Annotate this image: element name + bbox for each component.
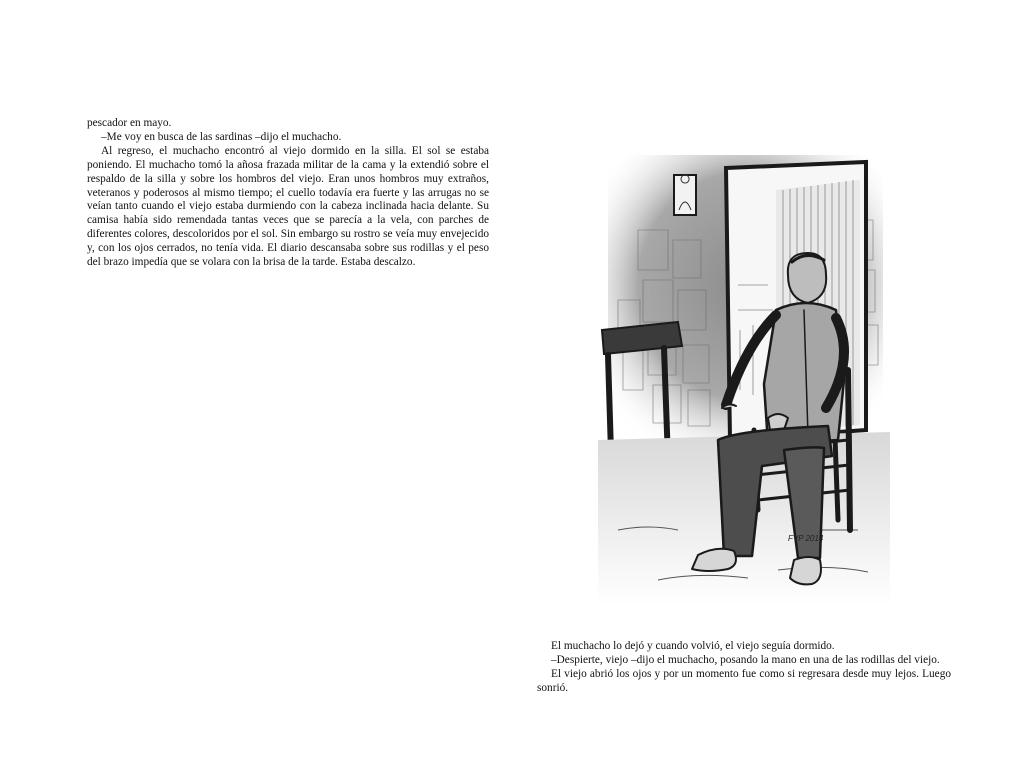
right-page-text: [537, 640, 951, 696]
illustration-drawing: [598, 150, 890, 605]
wall-picture-frame: [674, 175, 696, 215]
artist-signature: FVP 2014: [788, 534, 824, 543]
left-page-text: [87, 117, 489, 270]
old-man-sleeping-illustration: [598, 150, 890, 605]
paragraph: pescador en mayo.: [87, 117, 172, 129]
paragraph: El viejo abrió los ojos y por un momento fue como si regresara desde muy lejos. Luego sonrió.: [537, 667, 951, 694]
paragraph: Al regreso, el muchacho encontró al viejo dormido en la silla. El sol se estaba poniendo. El muchacho tomó la añosa frazada militar de la cama y la extendió sobre el respaldo de la silla y sobre los hombros del viejo. Eran unos hombros muy extraños, veteranos y poderosos al mismo tiempo; el cuello todavía era fuerte y las arrugas no se veían tanto cuando el viejo estaba durmiendo con la cabeza inclinada hacia delante. Su camisa había sido remendada tantas veces que se parecía a la vela, con parches de diferentes colores, descoloridos por el sol. Sin embargo su rostro se veía muy envejecido y, con los ojos cerrados, no tenía vida. El diario descansaba sobre sus rodillas y el peso del brazo impedía que se volara con la brisa de la tarde. Estaba descalzo.: [87, 144, 489, 269]
paragraph: –Despierte, viejo –dijo el muchacho, posando la mano en una de las rodillas del viejo.: [551, 653, 940, 666]
paragraph: –Me voy en busca de las sardinas –dijo el muchacho.: [101, 130, 342, 143]
paragraph: El muchacho lo dejó y cuando volvió, el viejo seguía dormido.: [551, 640, 835, 652]
